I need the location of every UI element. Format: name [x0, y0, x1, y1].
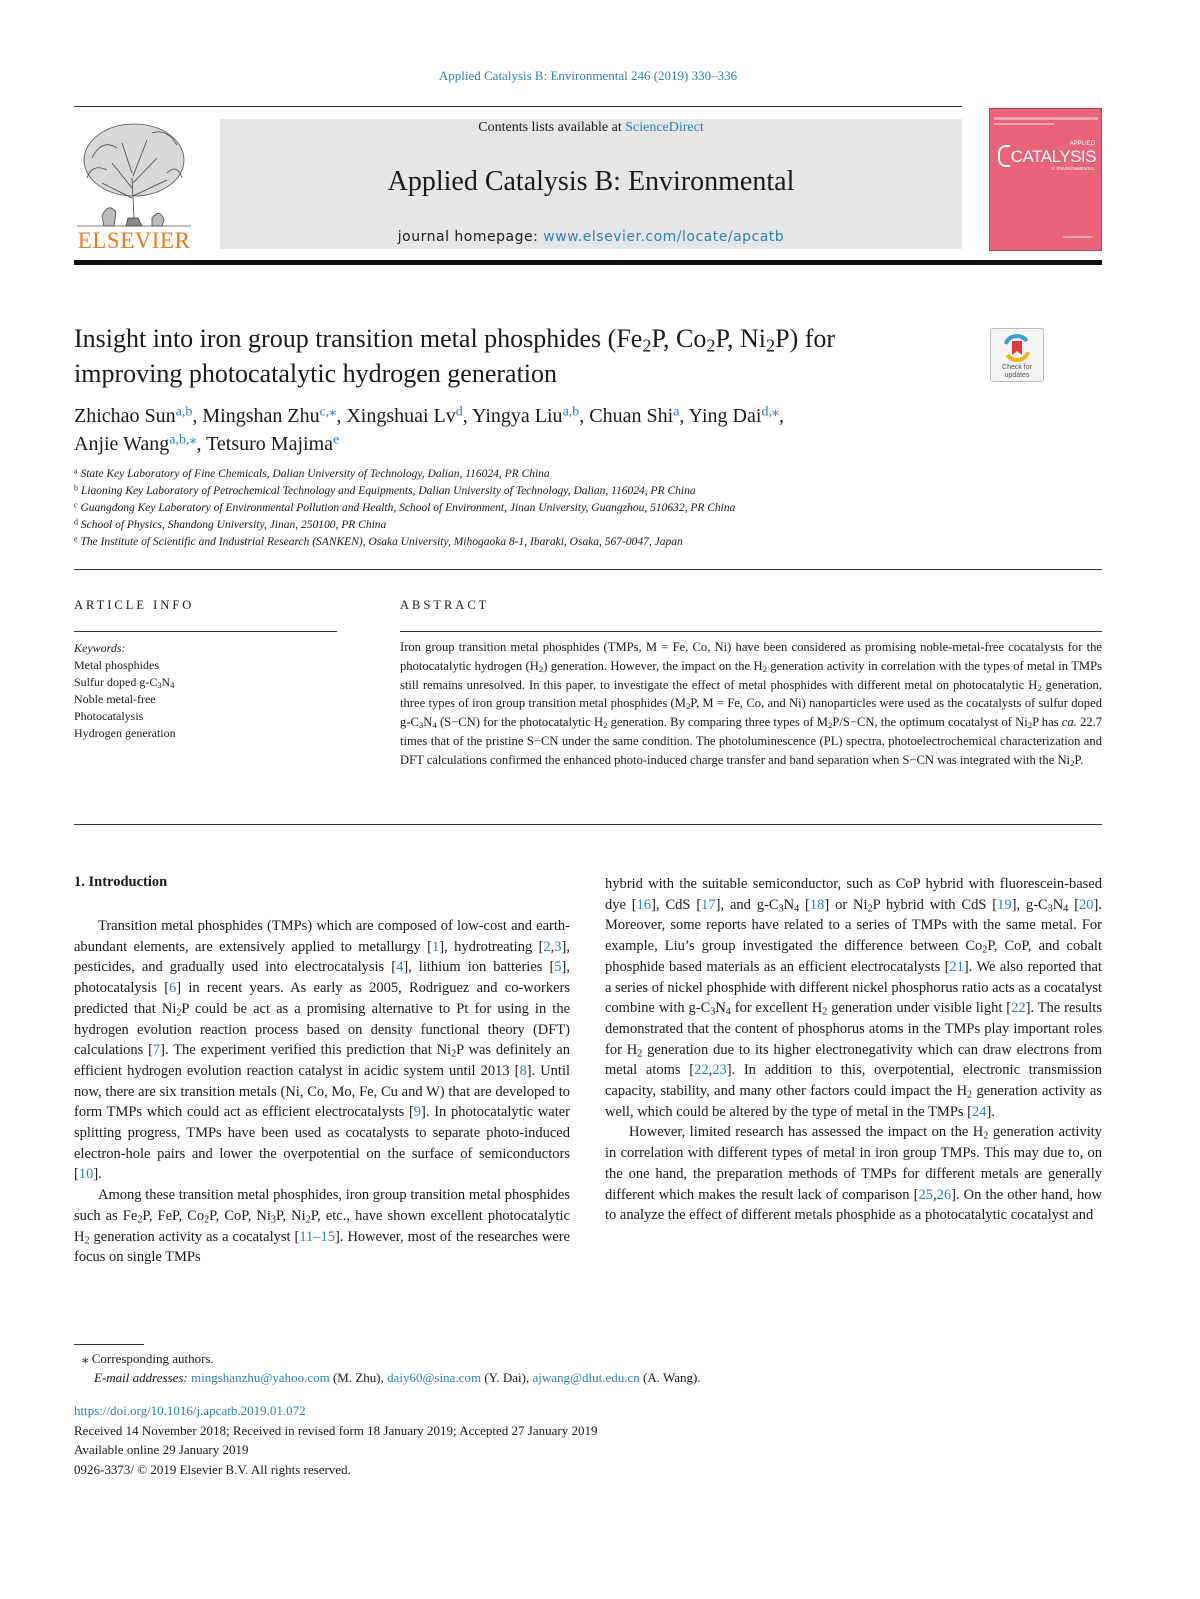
abstract-bottom-divider: [74, 824, 1102, 825]
check-for-updates-button[interactable]: [990, 328, 1044, 382]
section-heading-introduction: 1. Introduction: [74, 874, 168, 890]
authors-line1: Zhichao Sun$^{a,b}$, Mingshan Zhu$^{c,⁎}$, Xingshuai Lv$^d$, Yingya Liu$^{a,b}$, Chuan Shi$^a$, Ying Dai$^{d,⁎}$,: [74, 404, 784, 427]
email-link-zhu[interactable]: mingshanzhu@yahoo.com: [191, 1370, 330, 1385]
crossmark-label-1: Check for: [1002, 364, 1032, 371]
cover-text-top: APPLIED: [1069, 141, 1095, 147]
article-info-heading: ARTICLE INFO: [74, 598, 195, 612]
corresponding-note: ⁎ Corresponding authors.: [82, 1351, 214, 1366]
affiliation-c: $^c$ Guangdong Key Laboratory of Environmental Pollution and Health, School of Environment, Jinan University, Guangzhou, 510632, PR China: [74, 500, 736, 514]
paragraph: Among these transition metal phosphides, iron group transition metal phosphides such as $Fe_2P$, FeP, $Co_2P$, CoP, $Ni_3P$, $Ni_2P$, etc., have shown excellent photocatalytic $H_2$ generation activity as a cocatalyst [11–15]. However, most of the researches were focus on single TMPs: [74, 1187, 570, 1266]
affiliation-a: $^a$ State Key Laboratory of Fine Chemicals, Dalian University of Technology, Dalian, 116024, PR China: [74, 466, 550, 480]
journal-title: Applied Catalysis B: Environmental: [387, 166, 795, 197]
homepage-prefix: journal homepage:: [397, 229, 539, 245]
copyright: 0926-3373/ © 2019 Elsevier B.V. All rights reserved.: [74, 1461, 351, 1477]
crossmark-icon: [991, 329, 1043, 381]
footnotes: [74, 1349, 1102, 1387]
contents-prefix: Contents lists available at: [478, 120, 622, 135]
journal-citation[interactable]: Applied Catalysis B: Environmental 246 (2019) 330–336: [438, 68, 738, 83]
keywords-list: [74, 640, 334, 742]
paragraph: Transition metal phosphides (TMPs) which are composed of low-cost and earth-abundant elements, are extensively applied to metallurgy [1], hydrotreating [2,3], pesticides, and gradually used into electrocatalysis [4], lithium ion batteries [5], photocatalysis [6] in recent years. As early as 2005, Rodriguez and co-workers predicted that $Ni_2P$ could be act as a promising alternative to Pt for using in the hydrogen evolution reaction process based on density functional theory (DFT) calculations [7]. The experiment verified this prediction that $Ni_2P$ was definitely an efficient hydrogen evolution reaction catalyst in acidic system until 2013 [8]. Until now, there are six transition metals (Ni, Co, Mo, Fe, Cu and W) that are developed to form TMPs which could act as efficient electrocatalysts [9]. In photocatalytic water splitting progress, TMPs have been used as cocatalysts to separate photo-induced electron-hole pairs and lower the overpotential on the surface of semiconductors [10].: [74, 918, 571, 1183]
article-info-divider: [74, 631, 337, 632]
paragraph: hybrid with the suitable semiconductor, such as CoP hybrid with fluorescein-based dye [16], CdS [17], and $g-C_3N_4$ [18] or $Ni_2P$ hybrid with CdS [19], $g-C_3N_4$ [20]. Moreover, some reports have related to a series of TMPs with the same metal. For example, Liu’s group investigated the difference between $Co_2P$, CoP, and cobalt phosphide based materials as an efficient electrocatalysts [21]. We also reported that a series of nickel phosphide with different nickel phosphorus ratio acts as a cocatalyst combine with $g-C_3N_4$ for excellent $H_2$ generation under visible light [22]. The results demonstrated that the content of phosphorus atoms in the TMPs play important roles for $H_2$ generation due to its higher electronegativity which can draw electrons from metal atoms [22,23]. In addition to this, overpotential, electronic transmission capacity, stability, and many other factors could impact the $H_2$ generation activity as well, which could be altered by the type of metal in the TMPs [24].: [605, 876, 1103, 1120]
keyword-item: Metal phosphides: [74, 658, 159, 672]
keyword-item: Noble metal-free: [74, 692, 156, 706]
cover-emblem-icon: [998, 145, 1010, 167]
svg-text:ELSEVIER: ELSEVIER: [77, 228, 191, 252]
email-name: (A. Wang).: [643, 1370, 701, 1385]
email-label: E-mail addresses:: [94, 1370, 188, 1385]
contents-line: [220, 120, 962, 136]
header-thick-divider: [74, 260, 1102, 265]
email-link-dai[interactable]: daiy60@sina.com: [387, 1370, 482, 1385]
cover-text-sub: B: ENVIRONMENTAL: [1051, 166, 1095, 171]
journal-cover-thumbnail[interactable]: [989, 108, 1102, 251]
cover-text-main: CATALYSIS: [1010, 147, 1096, 166]
article-title-line2: improving photocatalytic hydrogen generation: [74, 359, 558, 388]
received-dates: Received 14 November 2018; Received in revised form 18 January 2019; Accepted 27 January 2019: [74, 1422, 598, 1438]
keyword-item: Hydrogen generation: [74, 726, 176, 740]
body-column-left: [74, 916, 570, 1268]
keyword-item: Sulfur doped $g-C_3N_4$: [74, 675, 175, 691]
footnote-divider: [74, 1344, 144, 1345]
section-divider: [74, 569, 1102, 570]
homepage-line: [220, 229, 962, 245]
email-name: (M. Zhu),: [332, 1370, 384, 1385]
elsevier-logo: [72, 118, 196, 252]
abstract-text: Iron group transition metal phosphides (TMPs, M = Fe, Co, Ni) have been considered as promising noble-metal-free cocatalysts for the photocatalytic hydrogen $(H_2)$ generation. However, the impact on the $H_2$ generation activity in correlation with the types of metal in TMPs still remains unresolved. In this paper, to investigate the effect of metal phosphides with different metal on photocatalytic $H_2$ generation, three types of iron group transition metal phosphides ($M_2P$, M = Fe, Co, and Ni) nanoparticles were used as the cocatalysts of sulfur doped $g-C_3N_4$ (S−CN) for the photocatalytic $H_2$ generation. By comparing three types of $M_2P/S-CN$, the optimum cocatalyst of $Ni_2P$ has ca. 22.7 times that of the pristine S−CN under the same condition. The photoluminescence (PL) spectra, photoelectrochemical characterization and DFT calculations confirmed the enhanced photo-induced charge transfer and band separation when S−CN was integrated with the $Ni_2P$.: [400, 640, 1103, 768]
crossmark-label-2: updates: [1004, 372, 1030, 379]
affiliation-b: $^b$ Liaoning Key Laboratory of Petrochemical Technology and Equipments, Dalian University of Technology, Dalian, 116024, PR China: [74, 483, 696, 497]
paragraph: However, limited research has assessed the impact on the $H_2$ generation activity in correlation with different types of metal in iron group TMPs. This may due to, on the one hand, the preparation methods of TMPs for different metals are generally different which makes the result lack of comparison [25,26]. On the other hand, how to analyze the effect of different metals phosphide as a photocatalytic cocatalyst and: [605, 1124, 1103, 1224]
authors-line2: Anjie Wang$^{a,b,⁎}$, Tetsuro Majima$^e$: [74, 432, 340, 455]
email-line: [74, 1368, 1102, 1387]
email-link-wang[interactable]: ajwang@dlut.edu.cn: [532, 1370, 640, 1385]
abstract-heading: ABSTRACT: [400, 598, 490, 612]
doi-link[interactable]: https://doi.org/10.1016/j.apcatb.2019.01.072: [74, 1403, 306, 1418]
abstract-divider: [400, 631, 1102, 632]
available-online: Available online 29 January 2019: [74, 1442, 249, 1457]
affiliation-d: $^d$ School of Physics, Shandong University, Jinan, 250100, PR China: [74, 517, 387, 531]
keyword-item: Photocatalysis: [74, 709, 144, 723]
publication-info: [74, 1401, 1102, 1479]
sciencedirect-link[interactable]: ScienceDirect: [625, 120, 704, 135]
elsevier-tree-icon: [72, 118, 196, 252]
affiliation-e: $^e$ The Institute of Scientific and Industrial Research (SANKEN), Osaka University, Mihogaoka 8-1, Ibaraki, Osaka, 567-0047, Japan: [74, 534, 683, 548]
author-list: [74, 402, 954, 458]
email-name: (Y. Dai),: [484, 1370, 530, 1385]
top-divider: [74, 106, 962, 107]
article-title: [74, 321, 974, 391]
homepage-link[interactable]: www.elsevier.com/locate/apcatb: [543, 229, 785, 245]
keywords-label: Keywords:: [74, 641, 126, 655]
article-title-line1: Insight into iron group transition metal phosphides ($Fe_2P$, $Co_2P$, $Ni_2P$) for: [74, 324, 836, 356]
body-column-right: [605, 874, 1102, 1226]
affiliations: [74, 466, 1102, 551]
